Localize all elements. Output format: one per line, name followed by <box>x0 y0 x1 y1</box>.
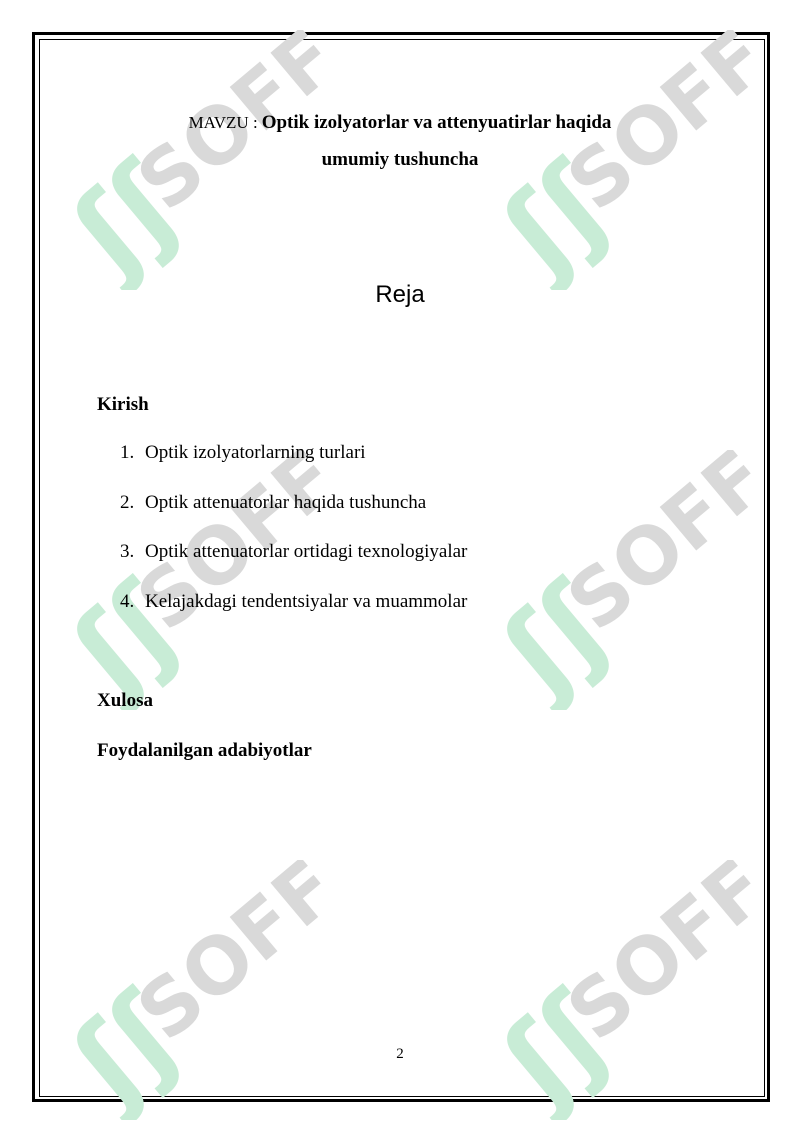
list-item <box>120 541 467 591</box>
list-item-number: 3. <box>120 541 135 562</box>
conclusion-heading: Xulosa <box>97 690 153 711</box>
svg-text:ʃʃ: ʃʃ <box>70 559 202 710</box>
watermark-text: SOFF <box>121 860 330 1059</box>
list-item <box>120 591 467 641</box>
plan-list <box>120 442 467 640</box>
svg-text:ʃʃ: ʃʃ <box>70 139 202 290</box>
svg-text:ʃʃ: ʃʃ <box>500 559 632 710</box>
title-text: Optik izolyatorlar va attenyuatirlar haqida <box>261 112 612 133</box>
plan-heading: Reja <box>375 281 425 308</box>
watermark-text: SOFF <box>551 30 760 229</box>
list-item-number: 4. <box>120 590 135 612</box>
document-title-line2: umumiy tushuncha <box>321 149 479 170</box>
svg-text:ʃʃ: ʃʃ <box>500 139 632 290</box>
list-item-text: Optik attenuatorlar haqida tushuncha <box>145 491 427 513</box>
list-item-text: Kelajakdagi tendentsiyalar va muammolar <box>145 590 468 612</box>
page-number: 2 <box>396 1046 404 1062</box>
svg-text:ʃʃ: ʃʃ <box>500 969 632 1120</box>
title-prefix: MAVZU : <box>188 113 258 132</box>
list-item-number: 2. <box>120 491 135 513</box>
references-heading: Foydalanilgan adabiyotlar <box>97 740 312 761</box>
watermark-text: SOFF <box>121 450 330 649</box>
list-item-text: Optik attenuatorlar ortidagi texnologiyalar <box>145 541 468 562</box>
watermark-text: SOFF <box>551 450 760 649</box>
watermark-text: SOFF <box>121 30 330 229</box>
watermark-text: SOFF <box>551 860 760 1059</box>
list-item <box>120 442 467 492</box>
document-title-line1 <box>0 112 800 134</box>
intro-heading: Kirish <box>97 394 149 415</box>
list-item-number: 1. <box>120 442 135 463</box>
list-item <box>120 492 467 542</box>
svg-text:ʃʃ: ʃʃ <box>70 969 202 1120</box>
list-item-text: Optik izolyatorlarning turlari <box>145 442 366 463</box>
